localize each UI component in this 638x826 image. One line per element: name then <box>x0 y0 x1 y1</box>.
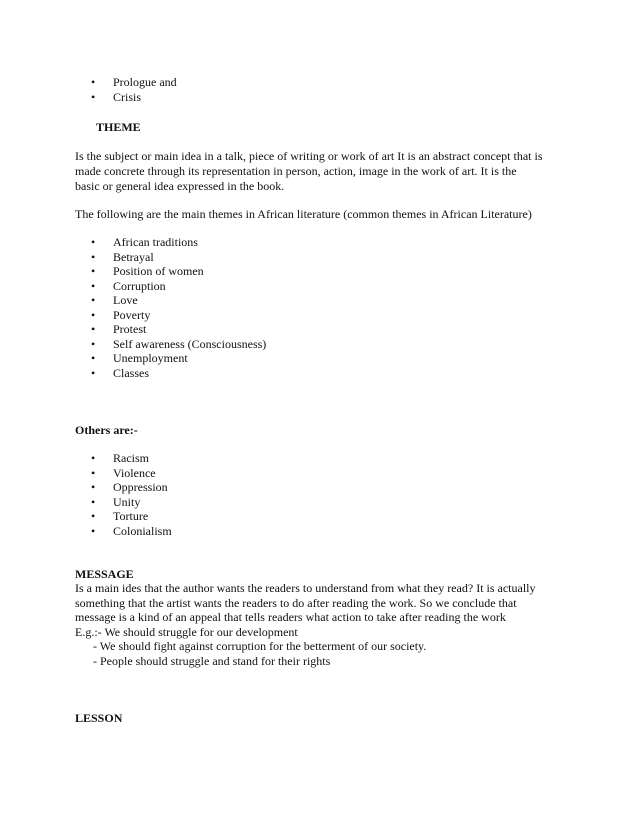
bullet-icon: • <box>91 480 96 494</box>
bullet-icon: • <box>91 249 96 264</box>
list-item-text: Self awareness (Consciousness) <box>113 336 267 351</box>
bullet-icon: • <box>91 235 96 249</box>
list-item-text: Corruption <box>113 278 166 293</box>
bullet-icon: • <box>91 90 96 104</box>
message-line: something that the artist wants the readers to do after reading the work. So we conclude that <box>75 596 517 610</box>
list-item-text: Torture <box>113 509 149 523</box>
bullet-icon: • <box>91 75 96 89</box>
theme-paragraph-line: Is the subject or main idea in a talk, piece of writing or work of art It is an abstract concept that is <box>75 149 543 163</box>
bullet-icon: • <box>91 494 96 509</box>
bullet-icon: • <box>91 351 96 365</box>
bullet-icon: • <box>91 278 96 293</box>
message-line: - We should fight against corruption for the betterment of our society. <box>93 639 427 653</box>
list-item-text: Racism <box>113 451 149 465</box>
list-item-text: Colonialism <box>113 523 172 538</box>
list-item-text: Betrayal <box>113 249 154 264</box>
message-line: Is a main ides that the author wants the readers to understand from what they read? It is actually <box>75 581 536 595</box>
list-item-text: Unemployment <box>113 351 188 365</box>
list-item-text: Classes <box>113 365 149 380</box>
bullet-icon: • <box>91 336 96 351</box>
list-item-text: Unity <box>113 494 141 509</box>
list-item-text: Crisis <box>113 90 142 104</box>
list-item-text: Prologue and <box>113 75 177 89</box>
others-heading: Others are:- <box>75 423 138 437</box>
list-item-text: Poverty <box>113 307 151 322</box>
theme-heading: THEME <box>96 120 141 134</box>
list-item-text: African traditions <box>113 235 198 249</box>
message-line: message is a kind of an appeal that tells readers what action to take after reading the work <box>75 610 506 624</box>
bullet-icon: • <box>91 264 96 278</box>
list-item-text: Love <box>113 293 138 307</box>
list-item-text: Oppression <box>113 480 168 494</box>
list-item-text: Violence <box>113 465 156 480</box>
bullet-icon: • <box>91 365 96 380</box>
theme-paragraph-line: basic or general idea expressed in the book. <box>75 179 285 193</box>
bullet-icon: • <box>91 451 96 465</box>
lesson-heading: LESSON <box>75 711 123 725</box>
bullet-icon: • <box>91 509 96 523</box>
bullet-icon: • <box>91 293 96 307</box>
message-line: - People should struggle and stand for their rights <box>93 654 331 668</box>
theme-intro-line: The following are the main themes in African literature (common themes in African Literature) <box>75 207 532 221</box>
bullet-icon: • <box>91 465 96 480</box>
list-item-text: Position of women <box>113 264 204 278</box>
theme-paragraph-line: made concrete through its representation in person, action, image in the work of art. It is the <box>75 164 517 178</box>
bullet-icon: • <box>91 307 96 322</box>
message-line: E.g.:- We should struggle for our development <box>75 625 298 639</box>
bullet-icon: • <box>91 322 96 336</box>
bullet-icon: • <box>91 523 96 538</box>
list-item-text: Protest <box>113 322 147 336</box>
message-heading: MESSAGE <box>75 567 134 581</box>
